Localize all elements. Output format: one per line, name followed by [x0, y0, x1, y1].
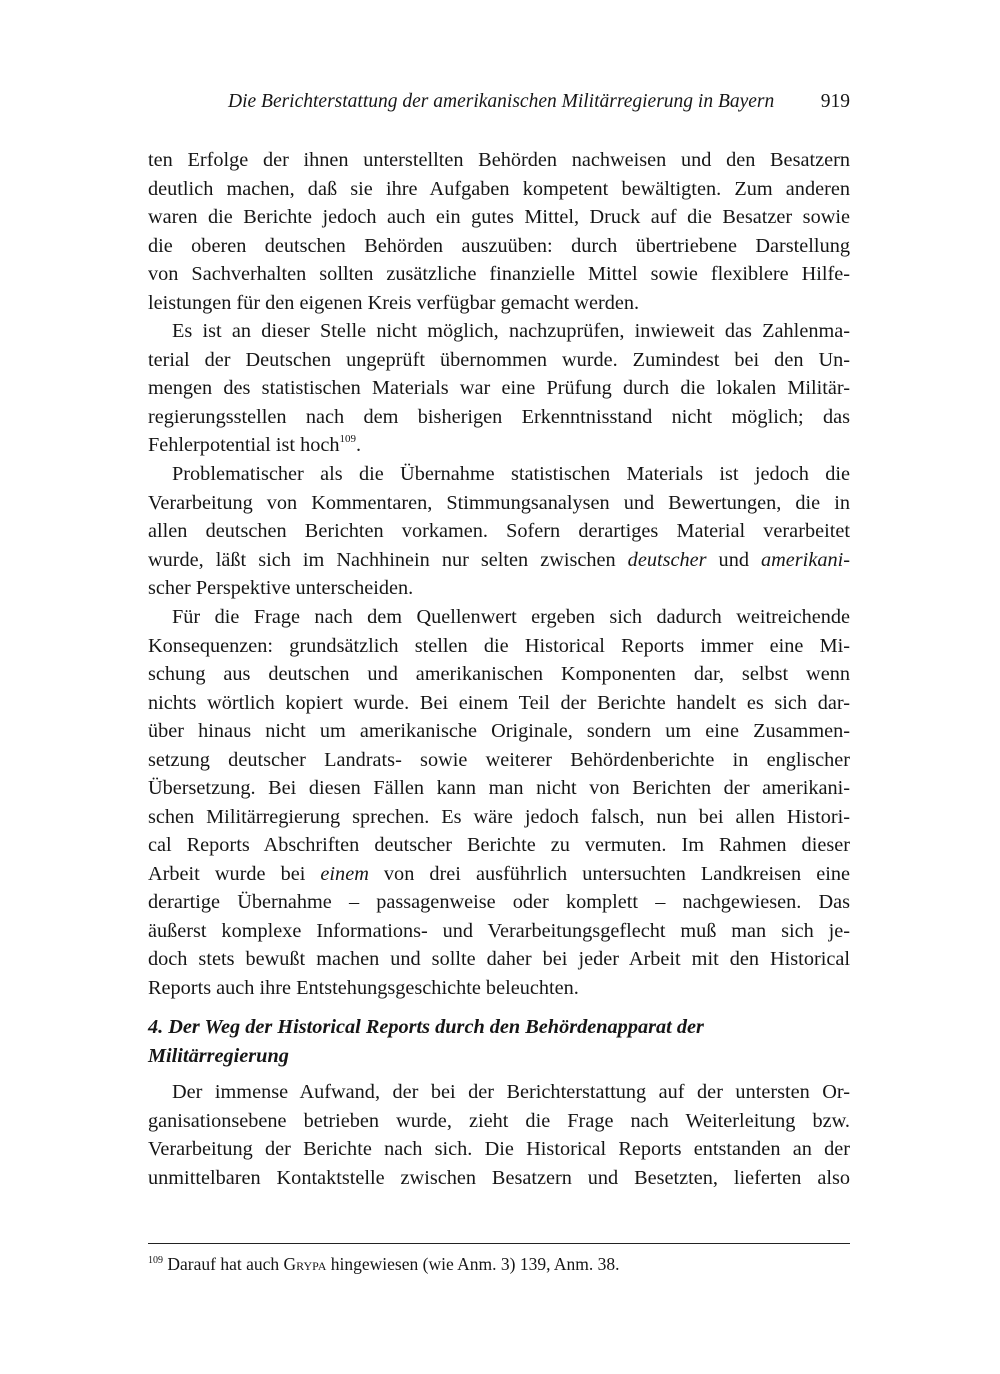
paragraph-5: [148, 1078, 850, 1192]
text-line: Es ist an dieser Stelle nicht möglich, nachzuprüfen, inwieweit das Zahlenma-: [172, 320, 850, 342]
footnote-text: hingewiesen (wie Anm. 3) 139, Anm. 38.: [326, 1254, 620, 1274]
text-line: mengen des statistischen Materials war eine Prüfung durch die lokalen Militär-: [148, 377, 850, 399]
text-line: nichts wörtlich kopiert wurde. Bei einem Teil der Berichte handelt es sich dar-: [148, 691, 850, 714]
text-line: äußerst komplexe Informations- und Verarbeitungsgeflecht muß man sich je-: [148, 919, 850, 942]
paragraph-1: [148, 146, 850, 317]
text-line: Verarbeitung der Berichte nach sich. Die Historical Reports entstanden an der: [148, 1138, 850, 1160]
text-fragment: von drei ausführlich untersuchten Landkreisen eine: [368, 862, 850, 885]
emphasis: einem: [320, 862, 369, 885]
text-line: setzung deutscher Landrats- sowie weiterer Behördenberichte in englischer: [148, 748, 850, 771]
section-heading: [148, 1013, 850, 1070]
text-line: Reports auch ihre Entstehungsgeschichte beleuchten.: [148, 976, 579, 999]
footnote-author: Grypa: [283, 1254, 327, 1274]
text-line: waren die Berichte jedoch auch ein gutes Mittel, Druck auf die Besatzer sowie: [148, 206, 850, 228]
running-head-title: Die Berichterstattung der amerikanischen Militärregierung in Bayern: [228, 91, 775, 112]
emphasis: amerikani-: [761, 548, 850, 571]
footnote-text: Darauf hat auch: [163, 1254, 284, 1274]
text-line: [148, 546, 850, 575]
heading-line: 4. Der Weg der Historical Reports durch den Behördenapparat der: [148, 1016, 704, 1038]
text-line: terial der Deutschen ungeprüft übernommen wurde. Zumindest bei den Un-: [148, 348, 850, 371]
text-line: cal Reports Abschriften deutscher Berichte zu vermuten. Im Rahmen dieser: [148, 834, 850, 856]
text-line: [148, 431, 850, 460]
text-line: Verarbeitung von Kommentaren, Stimmungsanalysen und Bewertungen, die in: [148, 491, 850, 514]
footnote-ref: 109: [339, 433, 357, 445]
text-line: Für die Frage nach dem Quellenwert ergeben sich dadurch weitreichende: [172, 606, 850, 628]
paragraph-3: [148, 460, 850, 603]
text-line: regierungsstellen nach dem bisherigen Erkenntnisstand nicht möglich; das: [148, 405, 850, 428]
text-line: von Sachverhalten sollten zusätzliche finanzielle Mittel sowie flexiblere Hilfe-: [148, 263, 850, 285]
heading-line: Militärregierung: [148, 1044, 289, 1067]
text-line: ganisationsebene betrieben wurde, zieht die Frage nach Weiterleitung bzw.: [148, 1109, 850, 1132]
text-line: allen deutschen Berichten vorkamen. Sofern derartiges Material verarbeitet: [148, 520, 850, 542]
text-fragment: und: [706, 548, 761, 571]
text-line: leistungen für den eigenen Kreis verfügbar gemacht werden.: [148, 291, 640, 314]
footnote-divider: [148, 1243, 850, 1244]
text-line: Übersetzung. Bei diesen Fällen kann man nicht von Berichten der amerikani-: [148, 777, 850, 799]
text-line: schung aus deutschen und amerikanischen Komponenten dar, selbst wenn: [148, 663, 850, 685]
text-line: Konsequenzen: grundsätzlich stellen die Historical Reports immer eine Mi-: [148, 634, 850, 657]
text-line: derartige Übernahme – passagenweise oder komplett – nachgewiesen. Das: [148, 891, 850, 913]
footnote-109: [148, 1252, 850, 1276]
text-fragment: .: [356, 434, 362, 456]
text-line: Problematischer als die Übernahme statistischen Materials ist jedoch die: [172, 463, 850, 485]
emphasis: deutscher: [627, 548, 707, 571]
text-fragment: wurde, läßt sich im Nachhinein nur selten zwischen: [148, 548, 628, 571]
text-line: doch stets bewußt machen und sollte daher bei jeder Arbeit mit den Historical: [148, 948, 850, 970]
page-number: 919: [820, 91, 850, 112]
text-line: Der immense Aufwand, der bei der Berichterstattung auf der untersten Or-: [172, 1081, 850, 1103]
text-line: ten Erfolge der ihnen unterstellten Behörden nachweisen und den Besatzern: [148, 149, 850, 171]
text-line: schen Militärregierung sprechen. Es wäre jedoch falsch, nun bei allen Histori-: [148, 805, 850, 828]
text-line: die oberen deutschen Behörden auszuüben: durch übertriebene Darstellung: [148, 234, 850, 257]
text-line: scher Perspektive unterscheiden.: [148, 577, 414, 599]
footnote-number: 109: [148, 1255, 163, 1266]
running-head: [228, 91, 850, 121]
text-line: deutlich machen, daß sie ihre Aufgaben kompetent bewältigten. Zum anderen: [148, 177, 850, 200]
paragraph-4: [148, 603, 850, 1002]
text-fragment: Arbeit wurde bei: [148, 862, 321, 885]
text-line: unmittelbaren Kontaktstelle zwischen Besatzern und Besetzten, lieferten also: [148, 1166, 850, 1189]
text-line: über hinaus nicht um amerikanische Originale, sondern um eine Zusammen-: [148, 720, 850, 742]
paragraph-2: [148, 317, 850, 460]
text-line: [148, 860, 850, 889]
text-fragment: Fehlerpotential ist hoch: [148, 434, 340, 456]
